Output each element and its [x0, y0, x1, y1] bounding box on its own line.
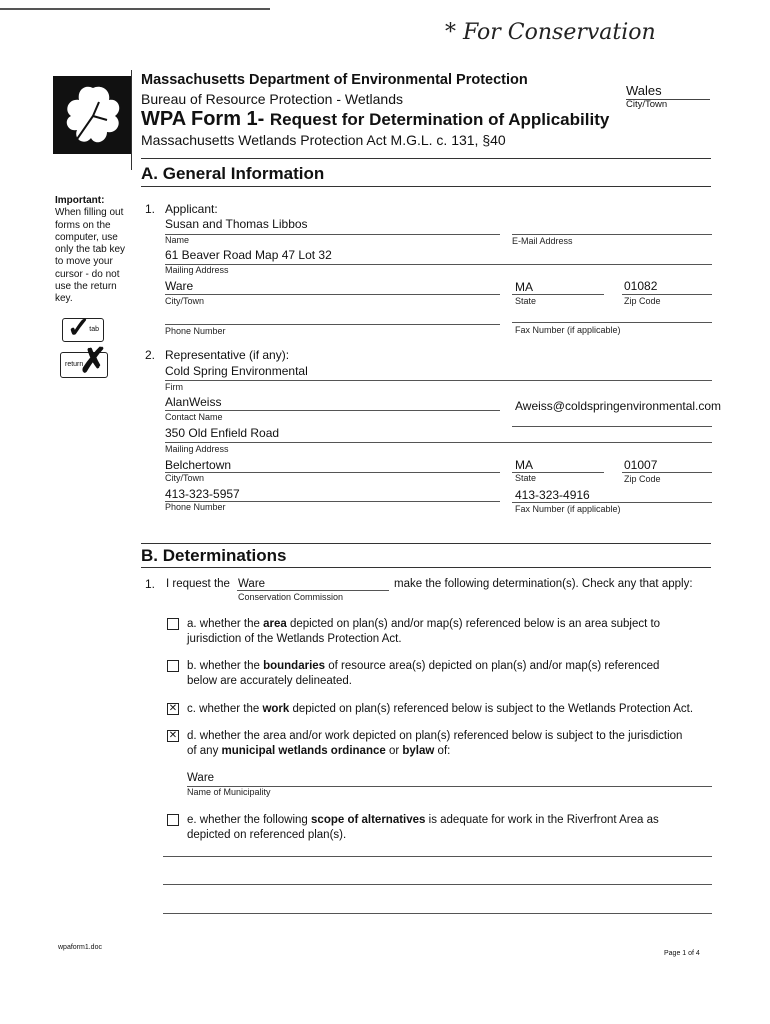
scan-edge-line: [0, 8, 270, 10]
section-b-rule-top: [141, 543, 711, 544]
representative-zip-line: [622, 472, 712, 473]
representative-fax: 413-323-4916: [515, 488, 590, 502]
item-c-text: c. whether the work depicted on plan(s) referenced below is subject to the Wetlands Protection Act.: [187, 703, 694, 715]
applicant-zip: 01082: [624, 279, 658, 293]
applicant-city-label: City/Town: [165, 296, 205, 306]
section-a-rule: [141, 186, 711, 187]
checkbox-boundaries[interactable]: [167, 660, 179, 672]
tab-key-label: tab: [89, 326, 99, 333]
header-city-value: Wales: [626, 83, 662, 98]
applicant-number: 1.: [145, 202, 156, 216]
applicant-fax-label: Fax Number (if applicable): [515, 325, 621, 335]
footer-page-number: Page 1 of 4: [664, 950, 700, 957]
representative-state-label: State: [515, 473, 537, 483]
commission-label: Conservation Commission: [238, 592, 344, 602]
applicant-email-line: [512, 234, 712, 235]
item-a-text: a. whether the area depicted on plan(s) and/or map(s) referenced below is an area subject to jurisdiction of the Wetlands Protection Act.: [187, 618, 661, 645]
form-title: [141, 108, 609, 131]
checkbox-work[interactable]: ✕: [168, 703, 178, 714]
representative-zip: 01007: [624, 458, 658, 472]
representative-city-label: City/Town: [165, 473, 205, 483]
alternatives-line-3: [163, 913, 712, 914]
alternatives-line-1: [163, 856, 712, 857]
section-a-title: A. General Information: [141, 164, 325, 183]
checkmark-icon: ✓: [67, 312, 91, 343]
applicant-heading: Applicant:: [165, 202, 218, 216]
cross-icon: ✗: [79, 342, 108, 380]
representative-email: Aweiss@coldspringenvironmental.com: [515, 399, 722, 413]
checkbox-area[interactable]: [167, 618, 179, 630]
checkbox-scope-of-alternatives[interactable]: [167, 814, 179, 826]
header-divider: [131, 70, 132, 170]
representative-fax-line: [512, 502, 712, 503]
representative-contact-line: [165, 410, 500, 411]
applicant-name-label: Name: [165, 235, 190, 245]
header-city-label: City/Town: [626, 99, 668, 110]
section-b-rule: [141, 567, 711, 568]
checkbox-municipal-ordinance[interactable]: ✕: [168, 730, 178, 741]
item-e-text: e. whether the following scope of alternatives is adequate for work in the Riverfront Area as depicted on referenced plan(s).: [187, 814, 659, 841]
oak-leaf-logo: [53, 76, 131, 154]
representative-number: 2.: [145, 348, 156, 362]
sidebar-text: When filling out forms on the computer, use only the tab key to move your cursor - do not use the return key.: [55, 207, 126, 305]
applicant-city: Ware: [165, 279, 194, 293]
sidebar-heading: Important:: [55, 195, 105, 206]
applicant-name-line: [165, 234, 500, 235]
header-rule: [141, 158, 711, 159]
form-subtitle: Request for Determination of Applicability: [269, 110, 610, 129]
act-citation: Massachusetts Wetlands Protection Act M.G.L. c. 131, §40: [141, 132, 506, 148]
representative-address: 350 Old Enfield Road: [165, 426, 280, 440]
bureau-name: Bureau of Resource Protection - Wetlands: [141, 91, 403, 107]
applicant-address: 61 Beaver Road Map 47 Lot 32: [165, 248, 332, 262]
applicant-zip-label: Zip Code: [624, 296, 661, 306]
sidebar-note: [55, 195, 135, 306]
representative-heading: Representative (if any):: [165, 348, 290, 362]
municipality-label: Name of Municipality: [187, 787, 271, 797]
commission-name: Ware: [238, 578, 266, 590]
section-b-title: B. Determinations: [141, 546, 287, 565]
request-post: make the following determination(s). Check any that apply:: [394, 578, 693, 590]
representative-city: Belchertown: [165, 458, 232, 472]
applicant-email-label: E-Mail Address: [512, 236, 573, 246]
representative-zip-label: Zip Code: [624, 474, 661, 484]
form-number: WPA Form 1-: [141, 108, 265, 130]
applicant-name: Susan and Thomas Libbos: [165, 217, 308, 231]
alternatives-line-2: [163, 884, 712, 885]
request-pre: I request the: [166, 578, 230, 590]
representative-phone-label: Phone Number: [165, 502, 226, 512]
municipality-name: Ware: [187, 772, 215, 784]
applicant-state-label: State: [515, 296, 537, 306]
representative-email-line: [512, 426, 712, 427]
representative-firm-label: Firm: [165, 382, 183, 392]
representative-firm-line: [165, 380, 712, 381]
applicant-address-line: [165, 264, 712, 265]
footer-filename: wpaform1.doc: [58, 944, 102, 951]
representative-contact-label: Contact Name: [165, 412, 223, 422]
return-key-label: return: [65, 361, 84, 368]
applicant-state: MA: [515, 280, 533, 294]
applicant-address-label: Mailing Address: [165, 265, 229, 275]
agency-name: Massachusetts Department of Environmental Protection: [141, 72, 528, 88]
commission-line: [237, 590, 389, 591]
representative-address-line: [165, 442, 712, 443]
item-d-text: d. whether the area and/or work depicted on plan(s) referenced below is subject to the jurisdiction of any municipal wetlands ordinance or bylaw of:: [187, 730, 683, 757]
applicant-phone-label: Phone Number: [165, 326, 226, 336]
representative-firm: Cold Spring Environmental: [165, 364, 308, 378]
return-key-icon: [60, 342, 108, 380]
representative-phone: 413-323-5957: [165, 487, 240, 501]
applicant-zip-line: [622, 294, 712, 295]
item-b-text: b. whether the boundaries of resource area(s) depicted on plan(s) and/or map(s) referenced below are accurately delineated.: [187, 660, 660, 687]
applicant-city-line: [165, 294, 500, 295]
representative-address-label: Mailing Address: [165, 444, 229, 454]
determination-number: 1.: [145, 577, 156, 591]
representative-contact: AlanWeiss: [165, 395, 222, 409]
applicant-state-line: [512, 294, 604, 295]
handwritten-note: * For Conservation: [445, 20, 656, 45]
applicant-fax-line: [512, 322, 712, 323]
tab-key-icon: [62, 312, 104, 343]
representative-fax-label: Fax Number (if applicable): [515, 504, 621, 514]
representative-state: MA: [515, 458, 533, 472]
representative-city-line: [165, 472, 500, 473]
applicant-phone-line: [165, 324, 500, 325]
